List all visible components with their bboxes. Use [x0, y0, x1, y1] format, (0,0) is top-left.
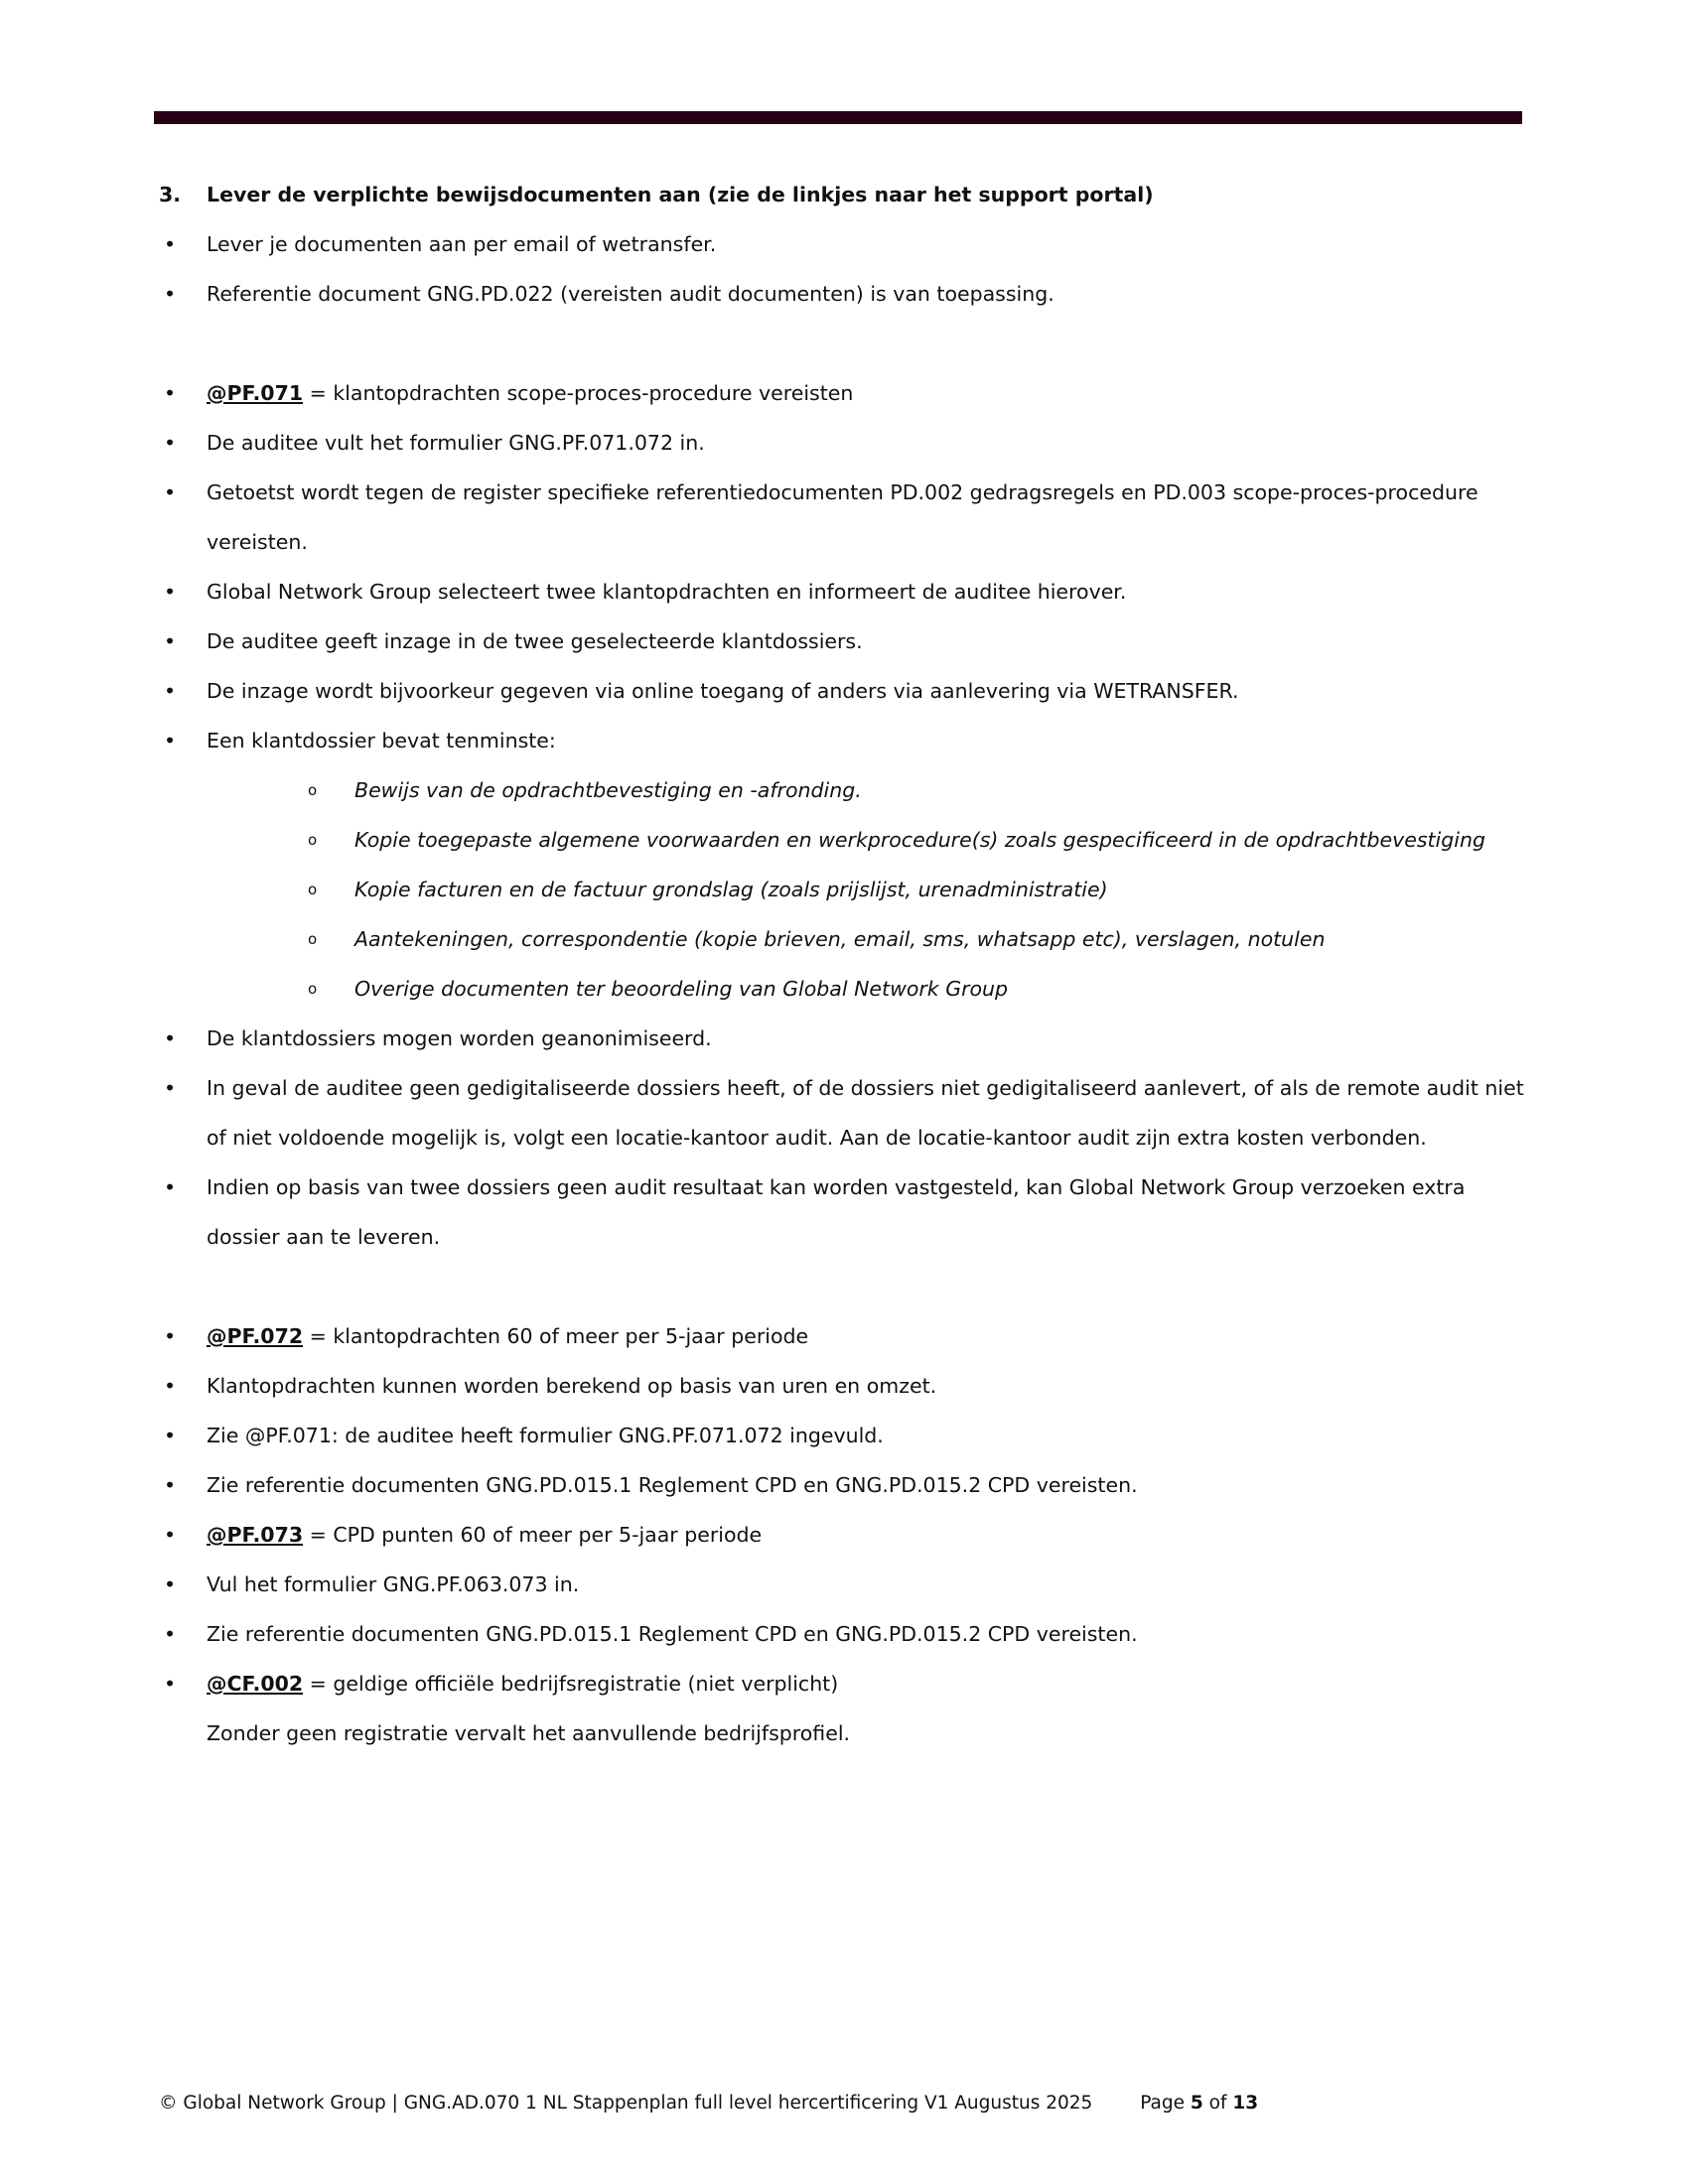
pf072-title: = klantopdrachten 60 of meer per 5-jaar periode: [303, 1324, 809, 1348]
page-footer: [159, 2093, 1258, 2114]
list-item: • Een klantdossier bevat tenminste:: [154, 716, 1534, 765]
list-item: • Getoetst wordt tegen de register specifieke referentiedocumenten PD.002 gedragsregels en PD.003 scope-proces-procedure vereisten.: [154, 468, 1534, 567]
list-item: • Referentie document GNG.PD.022 (vereisten audit documenten) is van toepassing.: [154, 269, 1534, 319]
cf002-note: Zonder geen registratie vervalt het aanvullende bedrijfsprofiel.: [207, 1721, 851, 1745]
pf071-item: [154, 368, 1534, 418]
list-item: • Klantopdrachten kunnen worden berekend op basis van uren en omzet.: [154, 1361, 1534, 1411]
list-item: • In geval de auditee geen gedigitaliseerde dossiers heeft, of de dossiers niet gedigitaliseerd aanlevert, of als de remote audit niet of niet voldoende mogelijk is, volgt een locatie-kantoor audit. Aan de locatie-kantoor audit zijn extra kosten verbonden.: [154, 1063, 1534, 1162]
page-content: [154, 170, 1534, 1758]
sub-list-item: o Bewijs van de opdrachtbevestiging en -afronding.: [154, 765, 1534, 815]
pf071-link[interactable]: @PF.071: [207, 381, 304, 405]
list-item: • De inzage wordt bijvoorkeur gegeven via online toegang of anders via aanlevering via WETRANSFER.: [154, 666, 1534, 716]
sub-list-item: o Kopie facturen en de factuur grondslag (zoals prijslijst, urenadministratie): [154, 865, 1534, 914]
list-item: • De auditee geeft inzage in de twee geselecteerde klantdossiers.: [154, 616, 1534, 666]
list-item: • Global Network Group selecteert twee klantopdrachten en informeert de auditee hierover.: [154, 567, 1534, 616]
pf073-title: = CPD punten 60 of meer per 5-jaar periode: [303, 1523, 763, 1547]
list-item: • Zie referentie documenten GNG.PD.015.1 Reglement CPD en GNG.PD.015.2 CPD vereisten.: [154, 1609, 1534, 1659]
section-number: 3.: [159, 183, 182, 206]
list-item: • De klantdossiers mogen worden geanonimiseerd.: [154, 1014, 1534, 1063]
of-label: of: [1208, 2093, 1227, 2114]
list-item: • Zie @PF.071: de auditee heeft formulier GNG.PF.071.072 ingevuld.: [154, 1411, 1534, 1460]
list-item: • Lever je documenten aan per email of wetransfer.: [154, 219, 1534, 269]
footer-text: © Global Network Group | GNG.AD.070 1 NL Stappenplan full level hercertificering V1 Augustus 2025: [159, 2093, 1093, 2114]
page-number: [1140, 2093, 1258, 2114]
total-pages: 13: [1232, 2093, 1259, 2114]
pf072-item: [154, 1311, 1534, 1361]
section-heading: [154, 170, 1534, 219]
cf002-title: = geldige officiële bedrijfsregistratie (niet verplicht): [303, 1672, 839, 1696]
sub-list-item: o Overige documenten ter beoordeling van Global Network Group: [154, 964, 1534, 1014]
list-item: • Indien op basis van twee dossiers geen audit resultaat kan worden vastgesteld, kan Global Network Group verzoeken extra dossier aan te leveren.: [154, 1162, 1534, 1262]
cf002-link[interactable]: @CF.002: [207, 1672, 304, 1696]
current-page: 5: [1190, 2093, 1203, 2114]
header-rule: [154, 111, 1522, 124]
list-item: • De auditee vult het formulier GNG.PF.071.072 in.: [154, 418, 1534, 468]
cf002-item: [154, 1659, 1534, 1708]
sub-list-item: o Kopie toegepaste algemene voorwaarden en werkprocedure(s) zoals gespecificeerd in de opdrachtbevestiging: [154, 815, 1534, 865]
section-title: Lever de verplichte bewijsdocumenten aan (zie de linkjes naar het support portal): [207, 183, 1154, 206]
list-item: • Zie referentie documenten GNG.PD.015.1 Reglement CPD en GNG.PD.015.2 CPD vereisten.: [154, 1460, 1534, 1510]
sub-list-item: o Aantekeningen, correspondentie (kopie brieven, email, sms, whatsapp etc), verslagen, notulen: [154, 914, 1534, 964]
pf071-title: = klantopdrachten scope-proces-procedure vereisten: [303, 381, 854, 405]
pf073-link[interactable]: @PF.073: [207, 1523, 304, 1547]
list-item: • Vul het formulier GNG.PF.063.073 in.: [154, 1560, 1534, 1609]
page-label: Page: [1140, 2093, 1185, 2114]
pf072-link[interactable]: @PF.072: [207, 1324, 304, 1348]
pf073-item: [154, 1510, 1534, 1560]
